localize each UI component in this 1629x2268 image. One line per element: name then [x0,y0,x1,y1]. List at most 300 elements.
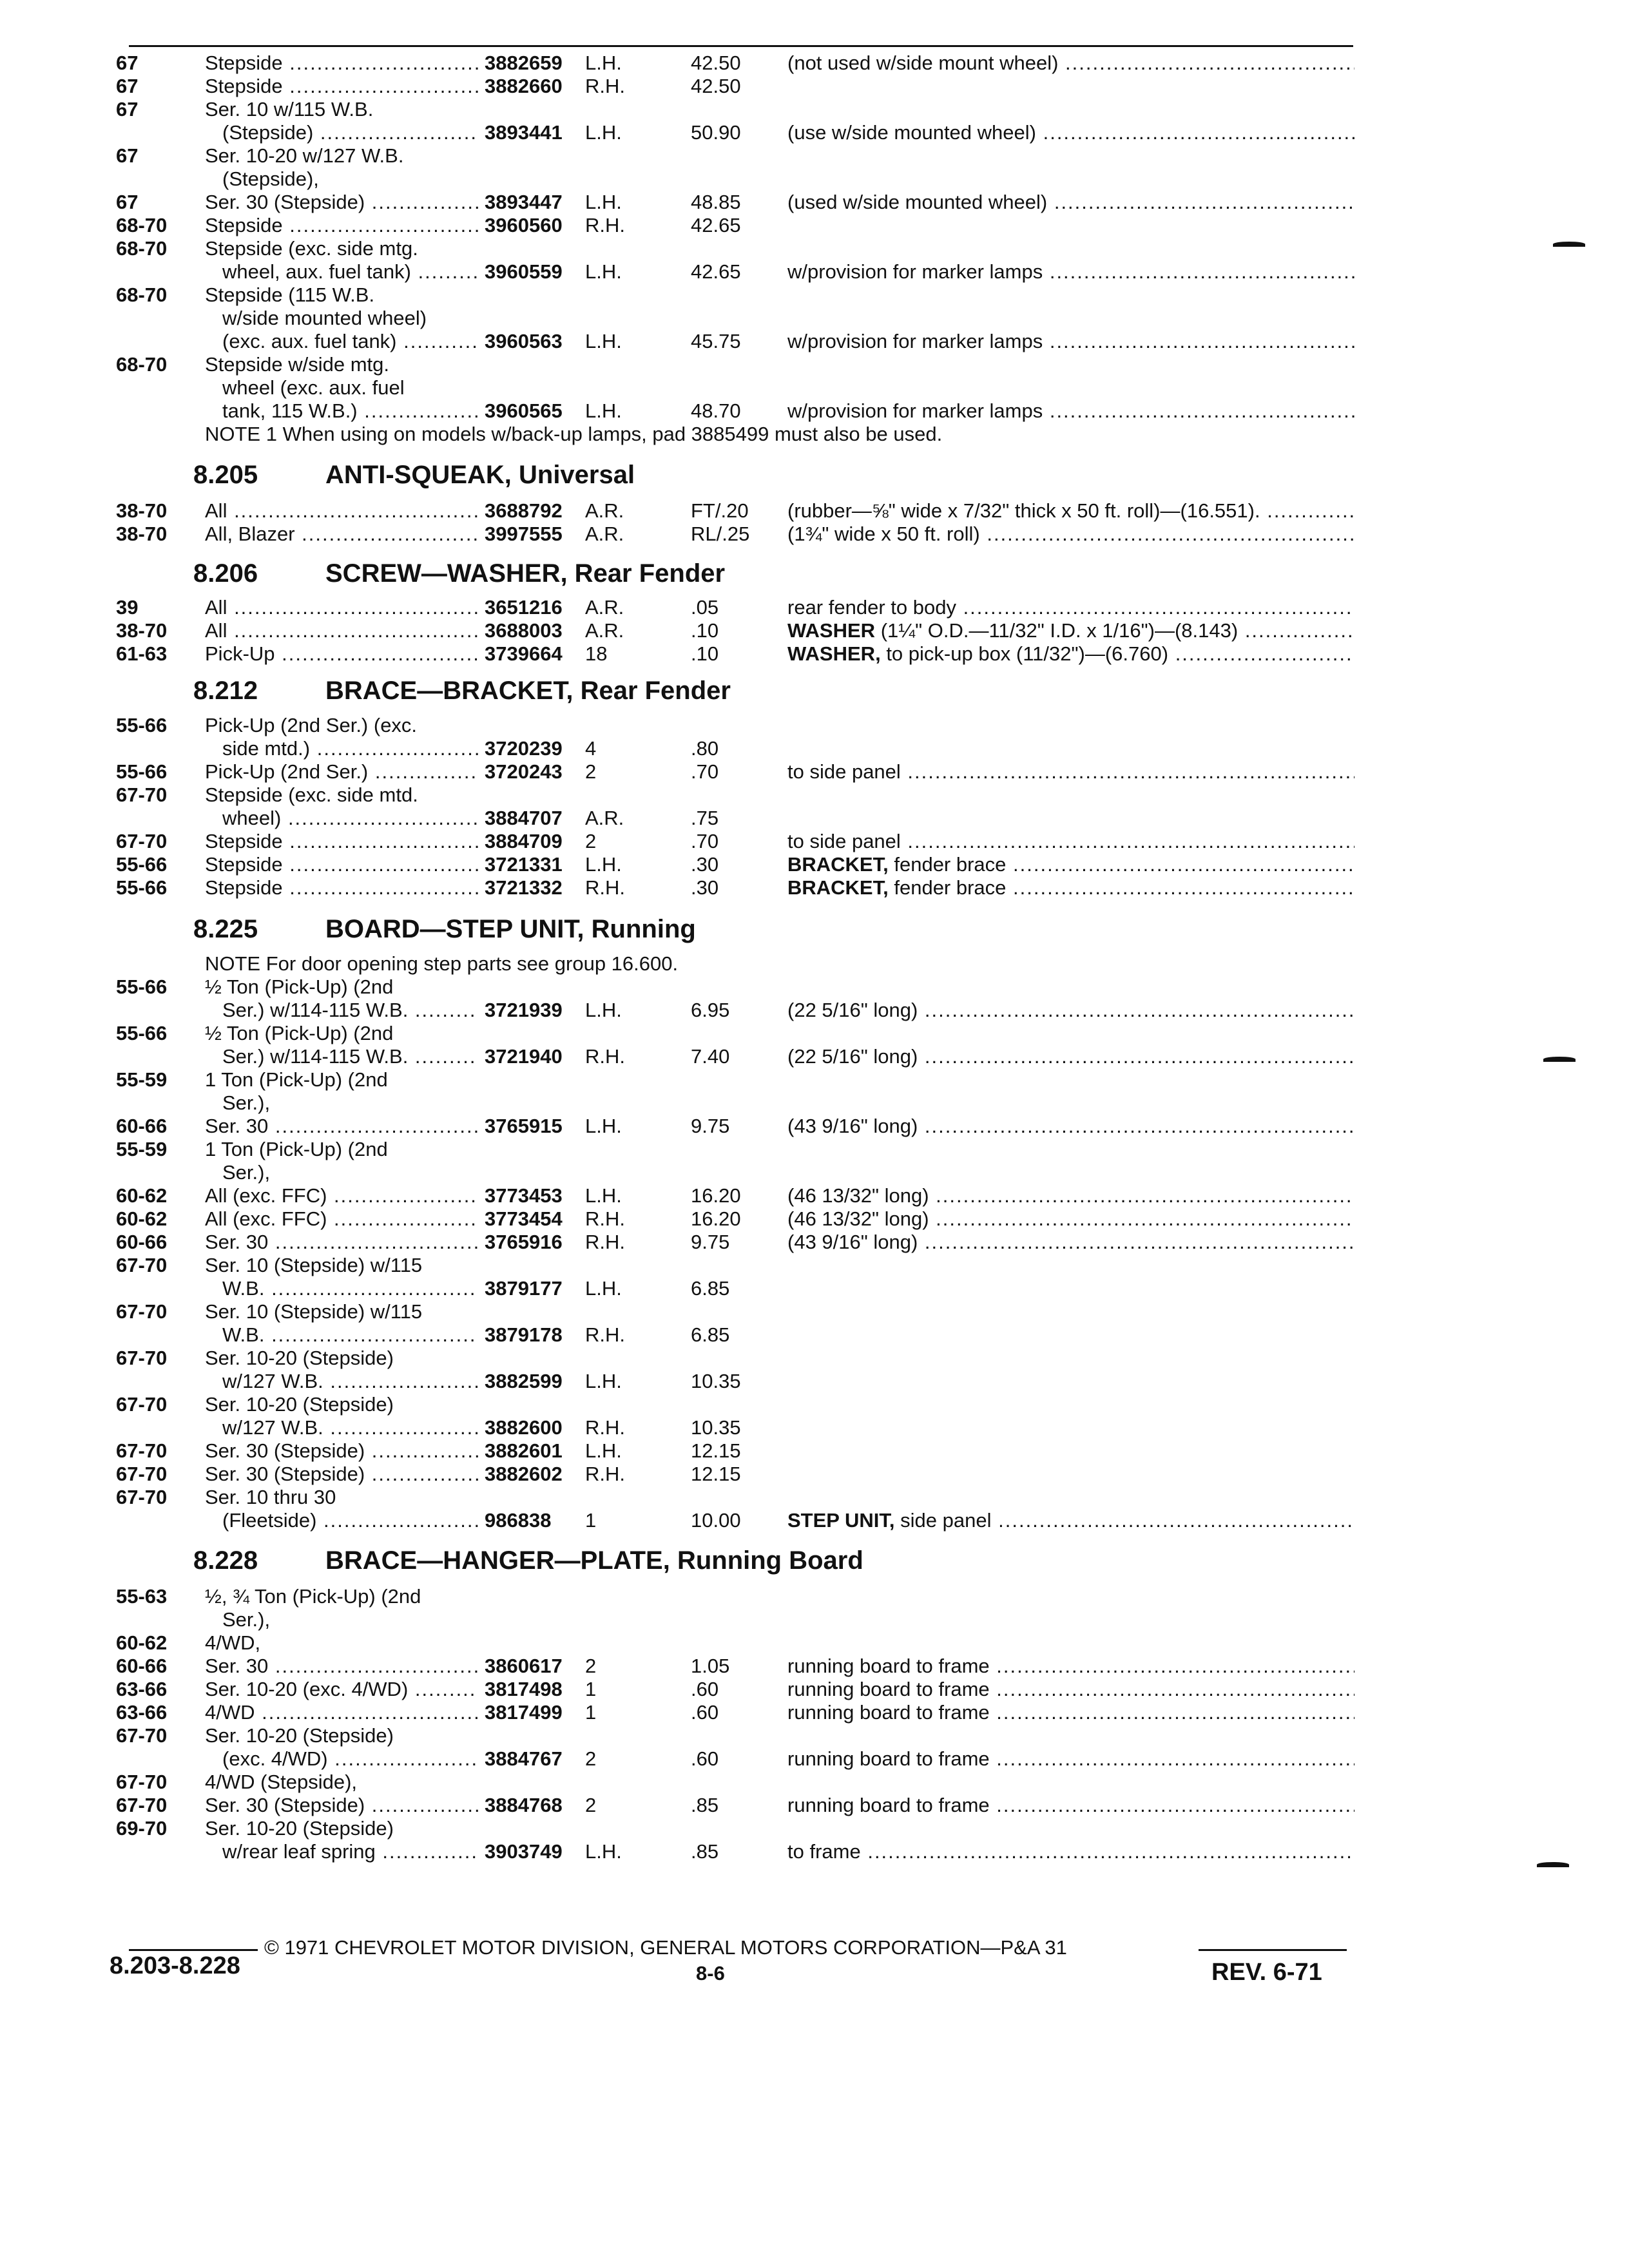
model-years: 67-70 [116,830,168,852]
description-wrap [205,1631,260,1657]
description-text: Stepside (115 W.B. [205,284,375,306]
model-years: 55-66 [116,760,168,783]
section-title: BOARD—STEP UNIT, Running [325,915,696,943]
description-text: (exc. 4/WD) ..... [222,1747,478,1770]
part-columns [0,52,1418,77]
description-line [0,783,1418,809]
remark-label: WASHER, [787,642,881,665]
quantity: L.H. [585,191,622,213]
remark-wrap [787,1701,1354,1727]
model-years: 67-70 [116,1724,168,1747]
price: .30 [691,853,719,876]
description-wrap [205,1022,393,1048]
model-years: 38-70 [116,619,168,642]
price: .70 [691,830,719,852]
quantity: 2 [585,1747,597,1770]
remark-wrap [787,1184,1354,1210]
description-wrap [205,783,418,809]
remark-text: to side panel [787,760,901,783]
quantity: R.H. [585,1416,625,1439]
remark-text: (1¼" O.D.—11/32" I.D. x 1/16")—(8.143) [880,619,1239,642]
description-text: Ser. 10-20 (Stepside) [205,1817,394,1840]
model-years: 67-70 [116,1254,168,1276]
remark-label: STEP UNIT, [787,1509,895,1532]
price: 12.15 [691,1439,741,1462]
description-wrap [205,975,393,1001]
description-line [0,376,1418,402]
remark-text: running board to frame [787,1747,990,1770]
remark [787,853,1354,876]
remark-wrap [787,876,1354,902]
model-years: 60-62 [116,1184,168,1207]
price: .05 [691,596,719,619]
model-years: 68-70 [116,214,168,236]
quantity: 1 [585,1509,597,1532]
part-columns [0,853,1418,879]
description-line [0,1585,1418,1611]
remark [787,1655,1354,1677]
description-text: w/side mounted wheel) [222,307,427,329]
price: .60 [691,1747,719,1770]
description-text: side mtd.) ..... [222,737,478,760]
quantity: R.H. [585,876,625,899]
model-years: 60-62 [116,1207,168,1230]
remark-text: w/provision for marker lamps [787,399,1043,422]
model-years: 55-59 [116,1138,168,1160]
description-text: 4/WD, [205,1631,261,1654]
description-text: Pick-Up ..... [205,642,478,665]
model-years: 61-63 [116,642,168,665]
remark [787,260,1354,283]
part-columns [0,330,1418,356]
part-columns [0,1747,1418,1773]
remark-wrap [787,642,1354,668]
model-years: 67 [116,144,139,167]
model-years: 60-66 [116,1655,168,1677]
description-text: Pick-Up (2nd Ser.) (exc. [205,714,418,736]
part-columns [0,1231,1418,1256]
quantity: R.H. [585,1207,625,1230]
remark-text: running board to frame [787,1794,990,1816]
description-line [0,1300,1418,1326]
part-number: 3879177 [485,1277,563,1300]
part-columns [0,1323,1418,1349]
part-number: 3893447 [485,191,563,213]
description-text: All (exc. FFC) ..... [205,1184,478,1207]
part-number: 3688792 [485,499,563,522]
description-line [0,975,1418,1001]
price: 10.35 [691,1416,741,1439]
description-line [0,1631,1418,1657]
part-number: 3903749 [485,1840,563,1863]
description-text: ½, ¾ Ton (Pick-Up) (2nd [205,1585,421,1608]
part-number: 3773453 [485,1184,563,1207]
part-number: 3997555 [485,523,563,545]
description-line [0,237,1418,263]
part-columns [0,1115,1418,1140]
part-columns [0,642,1418,668]
description-wrap [205,1724,394,1750]
price: 48.85 [691,191,741,213]
price: 9.75 [691,1231,730,1253]
description-text: Ser.) w/114-115 W.B. ..... [222,1045,478,1068]
description-line [0,1091,1418,1117]
description-wrap [222,376,405,402]
part-number: 3879178 [485,1323,563,1346]
binding-mark [1553,242,1585,247]
part-columns [0,876,1418,902]
description-text: 1 Ton (Pick-Up) (2nd [205,1138,388,1160]
model-years: 67-70 [116,1463,168,1485]
quantity: A.R. [585,523,624,545]
description-text: Ser. 10-20 (Stepside) [205,1347,394,1369]
description-text: Stepside (exc. side mtg. [205,237,418,260]
description-text: Ser. 30 ..... [205,1655,478,1677]
description-text: Ser. 10-20 w/127 W.B. [205,144,404,167]
remark [787,876,1354,899]
remark-wrap [787,1747,1354,1773]
description-text: tank, 115 W.B.) ..... [222,399,478,422]
price: 12.15 [691,1463,741,1485]
part-columns [0,499,1418,525]
model-years: 68-70 [116,353,168,376]
description-wrap [205,1300,422,1326]
section-heading [193,915,696,944]
part-columns [0,830,1418,856]
price: FT/.20 [691,499,749,522]
quantity: 2 [585,760,597,783]
price: 16.20 [691,1184,741,1207]
model-years: 60-62 [116,1631,168,1654]
price: 10.35 [691,1370,741,1392]
description-line [0,168,1418,193]
remark-wrap [787,399,1354,425]
remark-wrap [787,1115,1354,1140]
description-text: (Stepside) ..... [222,121,478,144]
part-number: 3882599 [485,1370,563,1392]
remark [787,1231,1354,1253]
remark [787,1678,1354,1700]
remark-wrap [787,260,1354,286]
description-text: Stepside ..... [205,52,478,74]
remark [787,999,1354,1021]
model-years: 55-59 [116,1068,168,1091]
description-wrap [205,1486,336,1512]
description-text: wheel, aux. fuel tank) ..... [222,260,478,283]
price: 7.40 [691,1045,730,1068]
remark-wrap [787,830,1354,856]
quantity: L.H. [585,1184,622,1207]
remark [787,523,1354,545]
remark-wrap [787,596,1354,622]
description-text: Ser. 10-20 (Stepside) [205,1724,394,1747]
part-number: 3773454 [485,1207,563,1230]
model-years: 69-70 [116,1817,168,1840]
part-number: 986838 [485,1509,552,1532]
remark [787,1207,1354,1230]
model-years: 63-66 [116,1678,168,1700]
remark-wrap [787,853,1354,879]
remark-wrap [787,121,1354,147]
description-line [0,1724,1418,1750]
remark-text: (not used w/side mount wheel) [787,52,1059,74]
description-wrap [222,1091,270,1117]
part-number: 3882660 [485,75,563,97]
quantity: R.H. [585,1323,625,1346]
remark-label: BRACKET, [787,876,889,899]
description-text: Ser.) w/114-115 W.B. ..... [222,999,478,1021]
description-line [0,144,1418,170]
section-number: 8.212 [193,677,258,705]
top-rule [129,45,1353,47]
model-years: 38-70 [116,499,168,522]
description-text: Stepside w/side mtg. [205,353,390,376]
price: 6.85 [691,1277,730,1300]
price: .60 [691,1701,719,1724]
price: .10 [691,619,719,642]
description-text: Ser. 30 (Stepside) ..... [205,1439,478,1462]
description-wrap [205,284,374,309]
description-text: ½ Ton (Pick-Up) (2nd [205,975,394,998]
part-columns [0,1184,1418,1210]
description-text: Ser. 30 (Stepside) ..... [205,1794,478,1816]
description-line [0,98,1418,124]
description-text: Stepside (exc. side mtd. [205,783,418,806]
model-years: 67-70 [116,1486,168,1508]
description-line [0,714,1418,740]
description-line [0,1817,1418,1843]
model-years: 55-66 [116,876,168,899]
part-columns [0,523,1418,548]
part-columns [0,1277,1418,1303]
remark-text: side panel [900,1509,992,1532]
price: .10 [691,642,719,665]
remark-text: (1¾" wide x 50 ft. roll) [787,523,980,545]
description-line [0,1254,1418,1280]
remark-text: running board to frame [787,1655,990,1677]
model-years: 67-70 [116,1794,168,1816]
description-text: All ..... [205,619,478,642]
description-text: 1 Ton (Pick-Up) (2nd [205,1068,388,1091]
remark-text: to pick-up box (11/32")—(6.760) [886,642,1169,665]
remark [787,1747,1354,1770]
description-line [0,1347,1418,1372]
remark [787,52,1354,74]
description-text: Ser. 10 (Stepside) w/115 [205,1254,423,1276]
section-title: ANTI-SQUEAK, Universal [325,461,635,489]
description-text: Ser. 30 (Stepside) ..... [205,191,478,213]
section-number: 8.205 [193,461,258,489]
quantity: L.H. [585,1277,622,1300]
quantity: 2 [585,1794,597,1816]
model-years: 67 [116,52,139,74]
quantity: L.H. [585,1370,622,1392]
description-text: w/127 W.B. ..... [222,1370,478,1392]
description-text: Stepside ..... [205,876,478,899]
description-wrap [205,1585,421,1611]
price: 6.85 [691,1323,730,1346]
description-text: Ser. 10-20 (Stepside) [205,1393,394,1416]
description-line [0,1022,1418,1048]
price: 42.65 [691,260,741,283]
part-number: 3765916 [485,1231,563,1253]
remark-label: BRACKET, [787,853,889,876]
part-number: 3960559 [485,260,563,283]
description-wrap [205,353,389,379]
remark-label: WASHER [787,619,876,642]
description-line [0,284,1418,309]
remark-text: (43 9/16" long) [787,1115,918,1137]
description-wrap [222,1161,270,1187]
remark-wrap [787,1840,1354,1866]
description-wrap [205,1771,357,1796]
section-heading [193,677,731,706]
part-columns [0,1840,1418,1866]
remark-text: (22 5/16" long) [787,999,918,1021]
part-columns [0,75,1418,101]
remark-wrap [787,1509,1354,1535]
remark-text: running board to frame [787,1701,990,1724]
remark-wrap [787,330,1354,356]
part-columns [0,121,1418,147]
part-number: 3721939 [485,999,563,1021]
remark-text: fender brace [894,853,1007,876]
description-text: wheel) ..... [222,807,478,829]
description-line [0,1393,1418,1419]
description-text: 4/WD ..... [205,1701,478,1724]
description-text: All (exc. FFC) ..... [205,1207,478,1230]
quantity: A.R. [585,619,624,642]
quantity: R.H. [585,1045,625,1068]
part-columns [0,999,1418,1024]
remark-wrap [787,619,1354,645]
model-years: 55-66 [116,1022,168,1044]
description-text: Ser. 10 (Stepside) w/115 [205,1300,423,1323]
remark-wrap [787,499,1354,525]
model-years: 55-63 [116,1585,168,1608]
remark-wrap [787,760,1354,786]
remark-text: running board to frame [787,1678,990,1700]
part-columns [0,1370,1418,1396]
part-number: 3860617 [485,1655,563,1677]
description-wrap [205,237,418,263]
part-columns [0,1701,1418,1727]
quantity: R.H. [585,214,625,236]
price: 16.20 [691,1207,741,1230]
part-number: 3721332 [485,876,563,899]
remark-text: (43 9/16" long) [787,1231,918,1253]
description-line [0,1608,1418,1634]
price: 10.00 [691,1509,741,1532]
part-columns [0,1509,1418,1535]
model-years: 67-70 [116,1771,168,1793]
part-columns [0,760,1418,786]
model-years: 67-70 [116,783,168,806]
quantity: R.H. [585,1463,625,1485]
part-number: 3817499 [485,1701,563,1724]
footer-copyright: © 1971 CHEVROLET MOTOR DIVISION, GENERAL MOTORS CORPORATION—P&A 31 [264,1936,1067,1959]
description-wrap [205,1254,422,1280]
part-number: 3651216 [485,596,563,619]
quantity: R.H. [585,75,625,97]
description-text: w/rear leaf spring ..... [222,1840,478,1863]
description-text: Ser. 30 ..... [205,1231,478,1253]
remark [787,760,1354,783]
description-line [0,1771,1418,1796]
part-number: 3884768 [485,1794,563,1816]
part-columns [0,1416,1418,1442]
quantity: 1 [585,1678,597,1700]
quantity: A.R. [585,807,624,829]
description-text: w/127 W.B. ..... [222,1416,478,1439]
price: RL/.25 [691,523,750,545]
description-text: 4/WD (Stepside), [205,1771,358,1793]
part-number: 3884709 [485,830,563,852]
description-text: All, Blazer ..... [205,523,478,545]
quantity: L.H. [585,260,622,283]
part-number: 3765915 [485,1115,563,1137]
part-columns [0,1439,1418,1465]
model-years: 68-70 [116,284,168,306]
part-columns [0,1463,1418,1488]
remark-text: (22 5/16" long) [787,1045,918,1068]
part-number: 3960563 [485,330,563,352]
description-wrap [222,307,427,332]
price: 50.90 [691,121,741,144]
part-number: 3882601 [485,1439,563,1462]
quantity: L.H. [585,1439,622,1462]
remark [787,596,1354,619]
section-title: BRACE—HANGER—PLATE, Running Board [325,1546,863,1575]
remark [787,399,1354,422]
section-heading [193,559,725,588]
quantity: L.H. [585,1115,622,1137]
remark [787,121,1354,144]
description-wrap [205,1138,388,1164]
remark [787,330,1354,352]
model-years: 55-66 [116,975,168,998]
remark-wrap [787,1207,1354,1233]
remark-text: rear fender to body [787,596,956,619]
remark [787,499,1354,522]
price: .75 [691,807,719,829]
part-columns [0,1678,1418,1704]
model-years: 67-70 [116,1439,168,1462]
model-years: 68-70 [116,237,168,260]
section-note: NOTE For door opening step parts see group 16.600. [205,952,679,975]
quantity: 4 [585,737,597,760]
footer-rule-left [129,1949,258,1951]
remark-text: (rubber—⅝" wide x 7/32" thick x 50 ft. roll)—(16.551). [787,499,1260,522]
section-number: 8.225 [193,915,258,943]
part-columns [0,214,1418,240]
remark-wrap [787,191,1354,216]
remark-wrap [787,1231,1354,1256]
quantity: 2 [585,830,597,852]
description-wrap [205,144,403,170]
description-wrap [205,714,417,740]
remark-wrap [787,999,1354,1024]
quantity: L.H. [585,121,622,144]
remark [787,1115,1354,1137]
part-number: 3817498 [485,1678,563,1700]
description-line [0,307,1418,332]
price: 42.50 [691,52,741,74]
description-text: Pick-Up (2nd Ser.) ..... [205,760,478,783]
part-number: 3720239 [485,737,563,760]
model-years: 67-70 [116,1300,168,1323]
quantity: L.H. [585,52,622,74]
